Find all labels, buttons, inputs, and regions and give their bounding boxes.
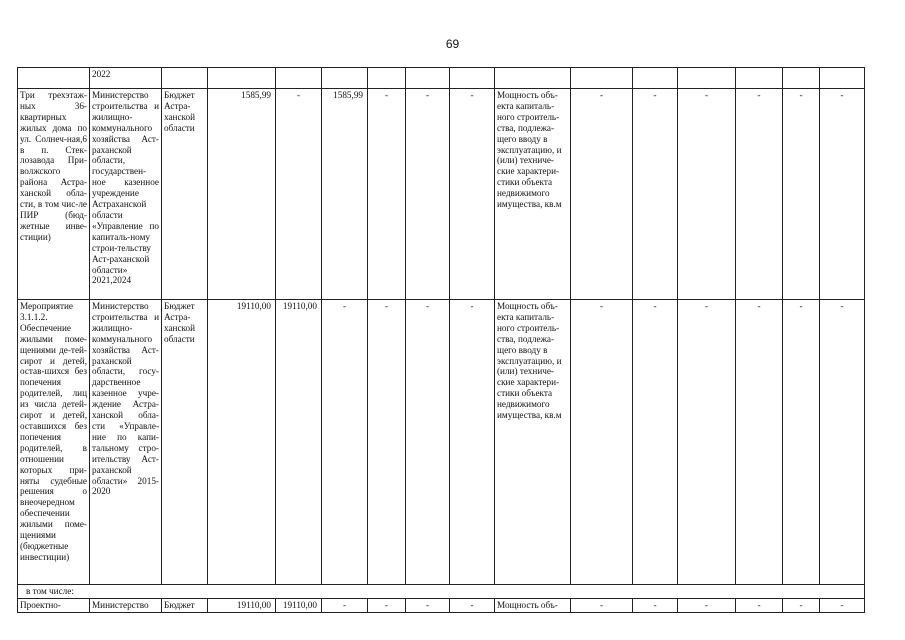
cell-year: 2022 [90, 68, 162, 89]
including-label: в том числе: [18, 585, 865, 599]
cell-year-2: - [322, 598, 368, 612]
cell-total: 19110,00 [208, 300, 276, 585]
cell-year-2: - [322, 300, 368, 585]
cell-indicator: Мощность объ-екта капиталь-ного строитель-ства, подлежа-щего вводу в эксплуатацию, и (или) техниче-ские характери-стики объекта недвижимого имущества, кв.м [495, 300, 571, 585]
cell-executor: Министерство строительства и жилищно-коммунального хозяйства Аст-раханской области, государствен-ное казенное учреждение Астраханской области «Управление по капиталь-ному строи-тельству Аст-раханской области» 2021,2024 [90, 89, 162, 300]
cell-indicator: Мощность объ- [495, 598, 571, 612]
cell-indicator-value: - [678, 300, 736, 585]
cell-indicator-value: - [633, 300, 678, 585]
cell-indicator-value: - [820, 598, 865, 612]
cell-indicator-value: - [633, 89, 678, 300]
cell-indicator-value: - [820, 89, 865, 300]
cell-year-5: - [450, 89, 495, 300]
cell-year-3: - [368, 89, 406, 300]
cell-indicator-value: - [736, 598, 783, 612]
cell-indicator-value: - [678, 598, 736, 612]
cell-executor: Министерство строительства и жилищно-коммунального хозяйства Аст-раханской области, госу-дарственное казенное учре-ждение Астра-ханской обла-сти «Управле-ние по капи-тальному стро-ительству Аст-раханской области» 2015-2020 [90, 300, 162, 585]
cell-indicator-value: - [820, 300, 865, 585]
cell-event-name: Мероприятие 3.1.1.2. Обеспечение жилыми поме-щениями де-тей-сирот и детей, остав-шихся без попечения родителей, лиц из числа детей-сирот и детей, оставшихся без попечения родителей, в отношении которых при-няты судебные решения о внеочередном обеспечении жилыми поме-щениями (бюджетные инвестиции) [18, 300, 90, 585]
cell-total: 1585,99 [208, 89, 276, 300]
cell-indicator-value: - [633, 598, 678, 612]
cell-indicator-value: - [736, 89, 783, 300]
cell-indicator-value: - [783, 598, 820, 612]
cell-indicator-value: - [571, 89, 633, 300]
cell-year-2: 1585,99 [322, 89, 368, 300]
cell-year-4: - [406, 598, 450, 612]
table-row-design [18, 598, 865, 612]
cell-source: Бюджет Астра-ханской области [162, 300, 208, 585]
cell-year-1: - [276, 89, 322, 300]
cell-indicator-value: - [736, 300, 783, 585]
table-row-top [18, 68, 865, 89]
cell-total: 19110,00 [208, 598, 276, 612]
cell-indicator-value: - [678, 89, 736, 300]
table-row-including [18, 585, 865, 599]
cell-year-5: - [450, 598, 495, 612]
cell-event-name: Три трехэтаж-ных 36-квартирных жилых дома по ул. Солнеч-ная,6 в п. Стек-лозавода При-волжского района Астра-ханской обла-сти, в том чис-ле ПИР (бюд-жетные инве-стиции) [18, 89, 90, 300]
table-row-orphans [18, 300, 865, 585]
cell-indicator-value: - [783, 300, 820, 585]
cell-year-4: - [406, 89, 450, 300]
cell-indicator: Мощность объ-екта капиталь-ного строитель-ства, подлежа-щего вводу в эксплуатацию, и (или) техниче-ские характери-стики объекта недвижимого имущества, кв.м [495, 89, 571, 300]
cell-event-name: Проектно- [18, 598, 90, 612]
table-row-houses [18, 89, 865, 300]
cell-year-1: 19110,00 [276, 598, 322, 612]
cell-year-3: - [368, 598, 406, 612]
cell-year-3: - [368, 300, 406, 585]
cell-year-5: - [450, 300, 495, 585]
cell-year-4: - [406, 300, 450, 585]
cell-indicator-value: - [783, 89, 820, 300]
cell-source: Бюджет [162, 598, 208, 612]
cell-indicator-value: - [571, 598, 633, 612]
cell-indicator-value: - [571, 300, 633, 585]
cell-executor: Министерство [90, 598, 162, 612]
page-number: 69 [445, 37, 460, 51]
cell-year-1: 19110,00 [276, 300, 322, 585]
program-table [17, 67, 865, 613]
cell-source: Бюджет Астра-ханской области [162, 89, 208, 300]
